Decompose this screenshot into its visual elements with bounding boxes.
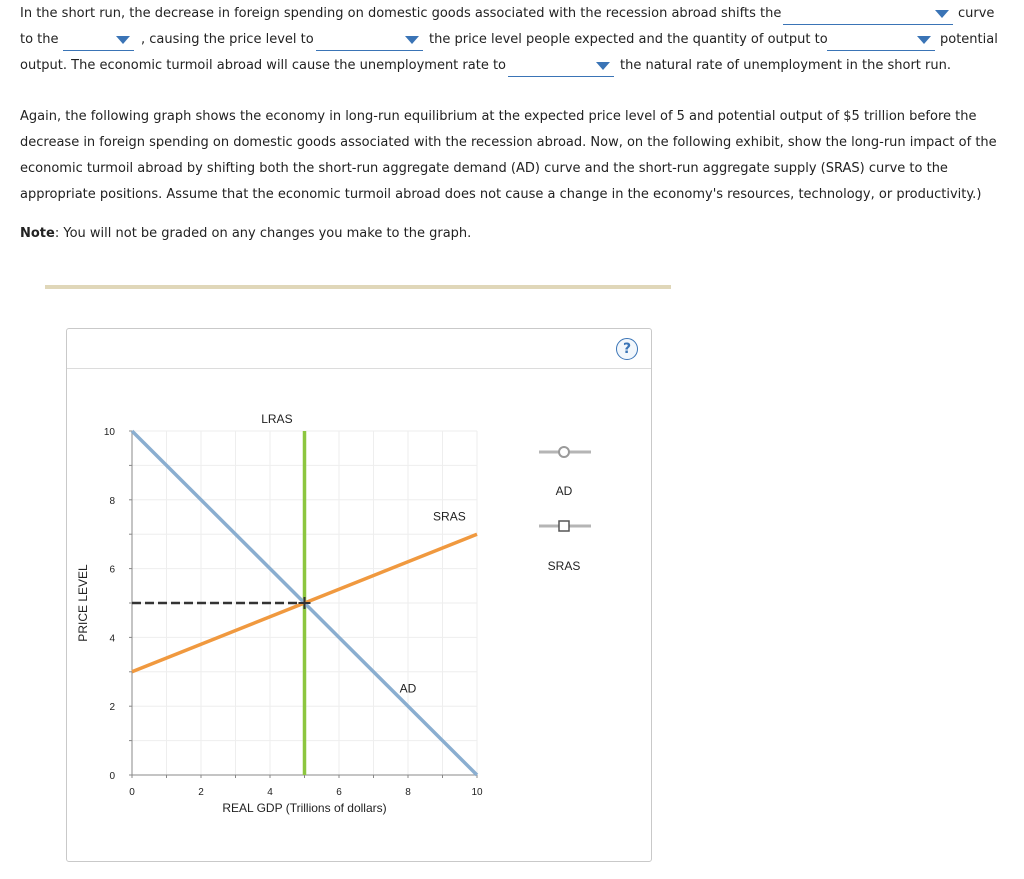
chevron-down-icon: [917, 36, 931, 44]
chart-labels: [261, 412, 466, 695]
chevron-down-icon: [116, 36, 130, 44]
note: [20, 223, 471, 245]
x-tick-label: 6: [336, 787, 342, 798]
legend-ad-label: AD: [555, 484, 573, 498]
chevron-down-icon: [596, 62, 610, 70]
question-line2-tail: potential: [940, 32, 998, 47]
ad-palette-tool[interactable]: [539, 447, 591, 457]
chevron-down-icon: [405, 36, 419, 44]
question-line1-tail: curve: [958, 6, 995, 21]
y-tick-label: 6: [109, 564, 115, 576]
question-line2-mid2: the price level people expected and the quantity of output to: [429, 32, 828, 47]
instructions-line-3: economic turmoil abroad by shifting both the short-run aggregate demand (AD) curve and the short-run aggregate supply (SRAS) curve to the: [20, 161, 948, 176]
chevron-down-icon: [935, 10, 949, 18]
x-tick-label: 2: [198, 787, 204, 798]
y-tick-label: 2: [109, 702, 115, 714]
unemployment-change-dropdown[interactable]: [508, 55, 614, 77]
price-level-change-dropdown[interactable]: [316, 29, 423, 51]
lras-label: LRAS: [261, 412, 293, 426]
graph-panel: [66, 328, 652, 862]
note-text: : You will not be graded on any changes you make to the graph.: [54, 226, 472, 241]
y-tick-label: 0: [109, 771, 115, 782]
help-icon[interactable]: ?: [616, 338, 638, 360]
legend-sras-label: SRAS: [547, 559, 581, 573]
sras-tool-square-icon: [559, 521, 569, 531]
shift-direction-dropdown[interactable]: [63, 29, 134, 51]
y-axis-label: PRICE LEVEL: [76, 564, 90, 642]
instructions-line-1: Again, the following graph shows the economy in long-run equilibrium at the expected price level of 5 and potential output of $5 trillion before the: [20, 109, 977, 124]
x-tick-label: 4: [267, 787, 273, 798]
question-line1-text: In the short run, the decrease in foreign spending on domestic goods associated with the recession abroad shifts the: [20, 6, 782, 21]
x-tick-label: 10: [471, 787, 483, 798]
output-change-dropdown[interactable]: [827, 29, 935, 51]
graph-svg: [67, 329, 651, 861]
instructions-paragraph: [20, 104, 1010, 208]
ad-tool-circle-icon: [559, 447, 569, 457]
x-axis-label: REAL GDP (Trillions of dollars): [222, 801, 387, 815]
y-tick-label: 10: [103, 427, 115, 438]
sras-label: SRAS: [433, 509, 466, 524]
y-tick-label: 4: [109, 633, 115, 645]
x-tick-label: 8: [405, 787, 411, 798]
question-line2-prefix: to the: [20, 32, 59, 47]
sras-palette-tool[interactable]: [539, 521, 591, 531]
question-line2-mid1: , causing the price level to: [141, 32, 314, 47]
instructions-line-2: decrease in foreign spending on domestic goods associated with the recession abroad. Now, on the following exhibit, show the long-run impact of the: [20, 135, 997, 150]
instructions-line-4: appropriate positions. Assume that the economic turmoil abroad does not cause a change in the economy's resources, technology, or productivity.): [20, 187, 982, 202]
shifting-curve-dropdown[interactable]: [783, 3, 953, 25]
ad-label: AD: [399, 681, 417, 696]
question-line3-prefix: output. The economic turmoil abroad will cause the unemployment rate to: [20, 58, 507, 73]
section-divider: [45, 285, 671, 289]
chart-axes: [76, 427, 483, 815]
note-label: Note: [20, 226, 55, 241]
x-tick-label: 0: [129, 787, 135, 798]
question-line3-tail: the natural rate of unemployment in the short run.: [620, 58, 951, 73]
y-tick-label: 8: [109, 495, 115, 507]
